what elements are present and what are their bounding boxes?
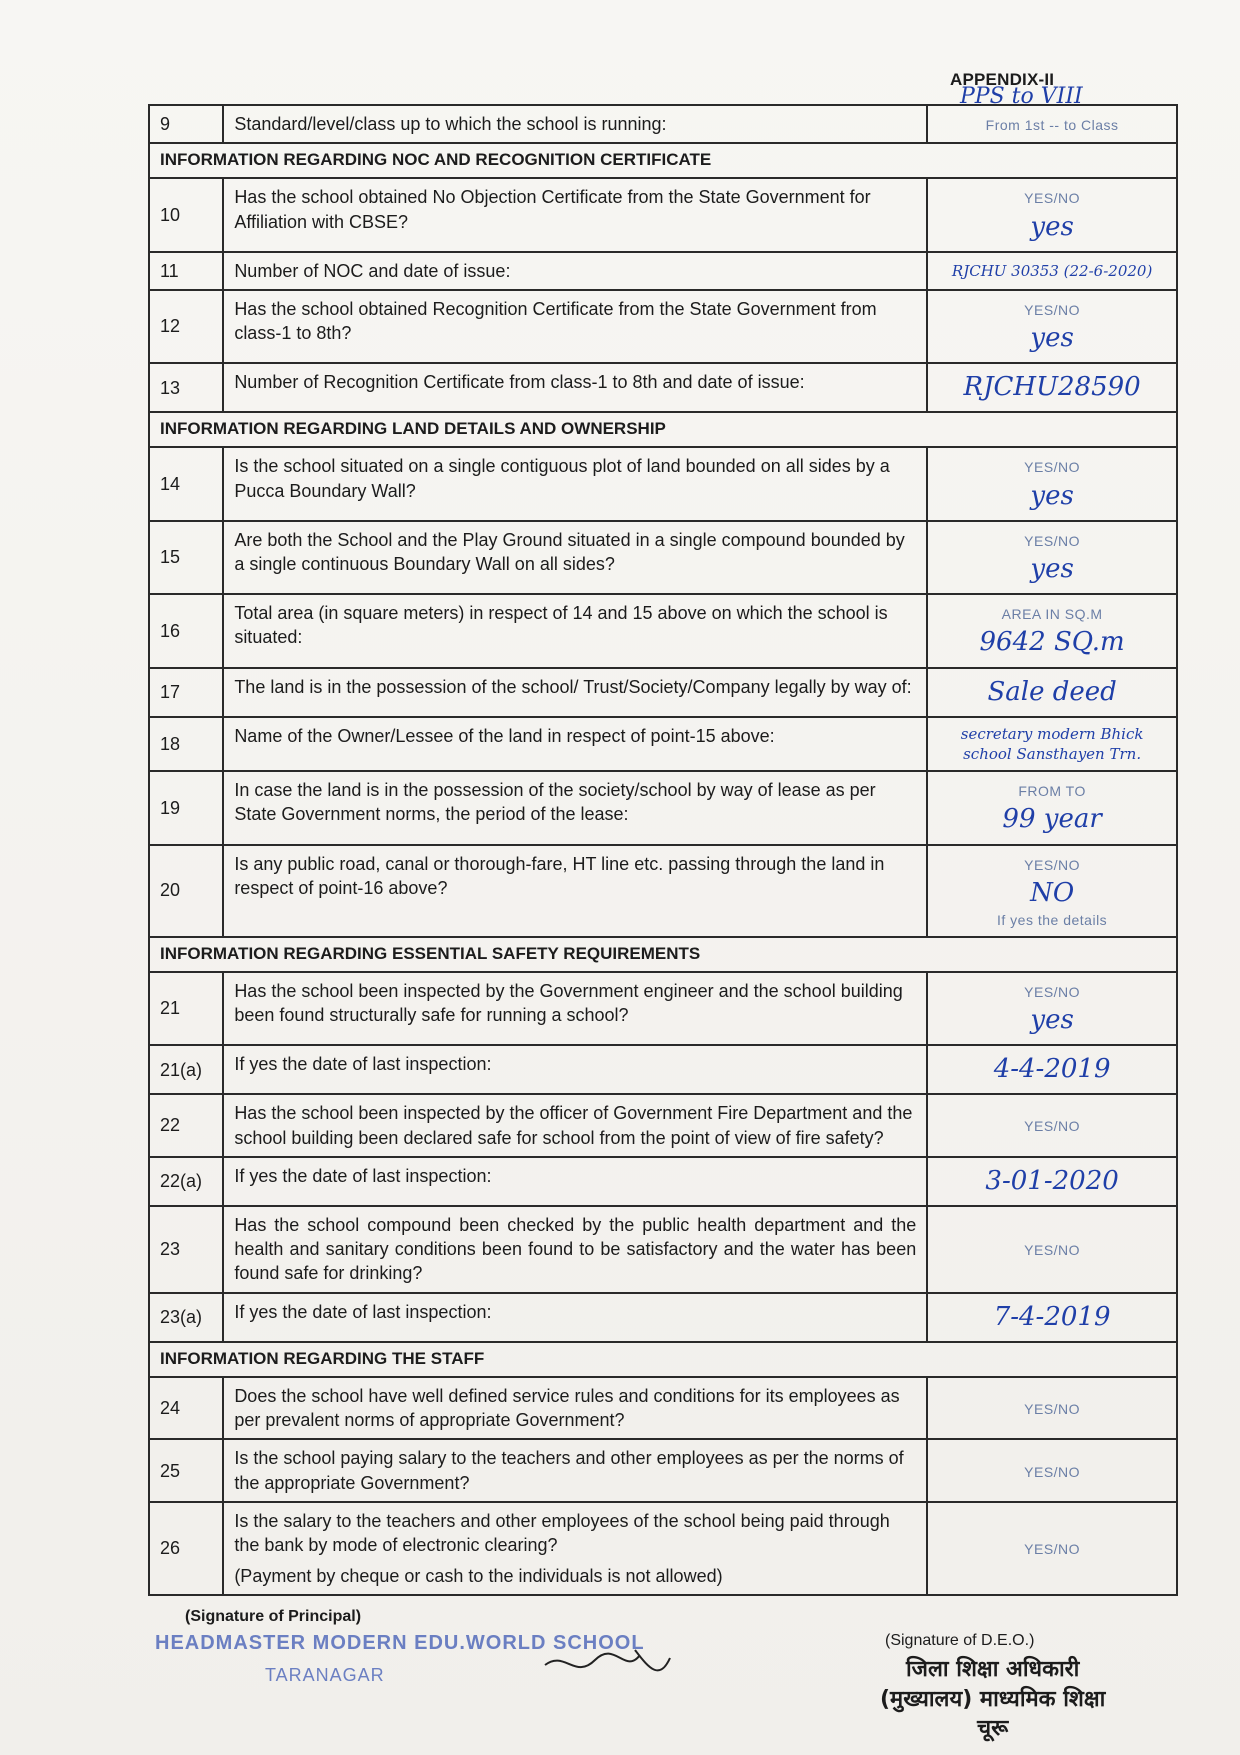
- answer-cell: [927, 447, 1177, 520]
- handwritten-answer: 4-4-2019: [993, 1054, 1111, 1085]
- answer-prefill: FROM TO: [1018, 783, 1086, 800]
- handwritten-answer: Sale deed: [987, 676, 1117, 707]
- answer-cell: [927, 290, 1177, 363]
- answer-cell: [927, 717, 1177, 772]
- question-row: [149, 1377, 1177, 1440]
- answer-cell: [927, 668, 1177, 717]
- principal-signature-label: (Signature of Principal): [185, 1608, 362, 1625]
- section-title: INFORMATION REGARDING THE STAFF: [149, 1342, 1177, 1377]
- question-row: [149, 771, 1177, 844]
- question-row: [149, 1502, 1177, 1595]
- question-number: 23(a): [149, 1293, 223, 1342]
- question-text: [223, 290, 927, 363]
- answer-prefill: YES/NO: [1024, 983, 1081, 1000]
- answer-prefill: YES/NO: [1024, 459, 1081, 476]
- question-label: Does the school have well defined service rules and conditions for its employees as per prevalent norms of appropriate Government?: [234, 1385, 900, 1431]
- question-number: 21(a): [149, 1045, 223, 1094]
- section-title: INFORMATION REGARDING LAND DETAILS AND OWNERSHIP: [149, 412, 1177, 447]
- question-number: 9: [149, 105, 223, 143]
- question-row: [149, 447, 1177, 520]
- question-label: Are both the School and the Play Ground situated in a single compound bounded by a single continuous Boundary Wall on all sides?: [234, 529, 905, 575]
- question-text: [223, 1377, 927, 1440]
- deo-hindi-stamp: [880, 1655, 1105, 1744]
- answer-prefill: YES/NO: [1024, 301, 1081, 318]
- question-row: [149, 363, 1177, 412]
- answer-cell: [927, 1157, 1177, 1206]
- question-number: 22: [149, 1094, 223, 1157]
- question-label: Has the school compound been checked by the public health department and the health and sanitary conditions been found to be satisfactory and the water has been found safe for drinking?: [234, 1214, 917, 1284]
- question-text: [223, 1502, 927, 1595]
- question-label: Has the school been inspected by the Government engineer and the school building been found structurally safe for running a school?: [234, 980, 903, 1026]
- question-label: Has the school been inspected by the officer of Government Fire Department and the school building been declared safe for school from the point of view of fire safety?: [234, 1103, 913, 1148]
- question-number: 18: [149, 717, 223, 772]
- handwritten-answer: yes: [1030, 211, 1074, 242]
- question-text: [223, 252, 927, 290]
- question-text: [223, 668, 927, 717]
- deo-hindi-line3: चूरू: [977, 1716, 1009, 1742]
- answer-prefill: YES/NO: [1024, 1400, 1081, 1417]
- answer-cell: [927, 1045, 1177, 1094]
- answer-cell: [927, 1293, 1177, 1342]
- deo-signature-label: (Signature of D.E.O.): [885, 1632, 1035, 1649]
- question-label: If yes the date of last inspection:: [234, 1165, 492, 1186]
- section-header-row: [149, 937, 1177, 972]
- question-text: [223, 1094, 927, 1157]
- answer-cell: [927, 771, 1177, 844]
- question-text: [223, 1439, 927, 1502]
- question-label: If yes the date of last inspection:: [234, 1301, 492, 1322]
- answer-prefill: From 1st -- to Class: [985, 117, 1119, 133]
- answer-cell: [927, 594, 1177, 667]
- answer-cell: [927, 252, 1177, 290]
- question-label: Is any public road, canal or thorough-fare, HT line etc. passing through the land in respect of point-16 above?: [234, 853, 885, 898]
- question-row: [149, 1094, 1177, 1157]
- answer-prefill: YES/NO: [1024, 190, 1081, 207]
- deo-hindi-line1: जिला शिक्षा अधिकारी: [905, 1657, 1080, 1682]
- question-text: [223, 1206, 927, 1293]
- question-row: [149, 717, 1177, 772]
- question-label: Is the salary to the teachers and other employees of the school being paid through the bank by mode of electronic clearing?: [234, 1511, 890, 1556]
- question-label: Is the school paying salary to the teachers and other employees as per the norms of the appropriate Government?: [234, 1448, 904, 1493]
- question-label: Number of Recognition Certificate from class-1 to 8th and date of issue:: [234, 372, 805, 393]
- question-text: [223, 1045, 927, 1094]
- question-label: Has the school obtained No Objection Certificate from the State Government for Affiliation with CBSE?: [234, 187, 871, 232]
- question-number: 21: [149, 972, 223, 1045]
- handwritten-answer: 9642 SQ.m: [979, 627, 1125, 658]
- question-label: Total area (in square meters) in respect of 14 and 15 above on which the school is situated:: [234, 603, 888, 648]
- question-row: [149, 1293, 1177, 1342]
- question-number: 14: [149, 447, 223, 520]
- answer-note: If yes the details: [997, 911, 1108, 928]
- question-row: [149, 845, 1177, 937]
- answer-prefill: YES/NO: [1024, 1118, 1081, 1135]
- question-label: The land is in the possession of the school/ Trust/Society/Company legally by way of:: [234, 676, 912, 697]
- question-row: [149, 1206, 1177, 1293]
- question-row: [149, 972, 1177, 1045]
- question-text: [223, 717, 927, 772]
- question-number: 24: [149, 1377, 223, 1440]
- handwritten-answer: RJCHU28590: [963, 372, 1141, 403]
- question-label: If yes the date of last inspection:: [234, 1054, 492, 1075]
- question-row: [149, 521, 1177, 594]
- question-number: 20: [149, 845, 223, 937]
- question-row: [149, 1157, 1177, 1206]
- handwritten-answer: yes: [1030, 323, 1074, 354]
- question-row: [149, 252, 1177, 290]
- form-table: [148, 104, 1178, 1596]
- section-title: INFORMATION REGARDING NOC AND RECOGNITION CERTIFICATE: [149, 143, 1177, 178]
- handwritten-answer: yes: [1030, 1005, 1074, 1036]
- question-row: [149, 594, 1177, 667]
- handwritten-answer: 7-4-2019: [993, 1301, 1111, 1332]
- question-number: 22(a): [149, 1157, 223, 1206]
- handwritten-answer: 99 year: [1002, 804, 1102, 835]
- answer-cell: [927, 1439, 1177, 1502]
- deo-hindi-line2: (मुख्यालय) माध्यमिक शिक्षा: [880, 1686, 1106, 1712]
- answer-cell: [927, 1206, 1177, 1293]
- question-number: 15: [149, 521, 223, 594]
- question-label: Number of NOC and date of issue:: [234, 260, 511, 281]
- question-number: 19: [149, 771, 223, 844]
- question-row: [149, 178, 1177, 251]
- handwritten-answer: NO: [1030, 877, 1075, 908]
- school-stamp: HEADMASTER MODERN EDU.WORLD SCHOOL: [155, 1632, 645, 1654]
- question-number: 11: [149, 252, 223, 290]
- answer-cell: [927, 845, 1177, 937]
- question-text: [223, 845, 927, 937]
- answer-prefill: YES/NO: [1024, 856, 1081, 873]
- handwritten-answer: yes: [1030, 480, 1074, 511]
- class-handwritten: PPS to VIII: [960, 84, 1083, 109]
- question-label: Standard/level/class up to which the school is running:: [234, 114, 667, 134]
- question-number: 12: [149, 290, 223, 363]
- question-text: [223, 105, 927, 143]
- handwritten-answer: RJCHU 30353 (22-6-2020): [951, 261, 1153, 280]
- question-text: [223, 521, 927, 594]
- answer-cell: [927, 1377, 1177, 1440]
- question-row: [149, 105, 1177, 143]
- question-label: Has the school obtained Recognition Certificate from the State Government from class-1 to 8th?: [234, 298, 877, 344]
- question-number: 17: [149, 668, 223, 717]
- question-number: 13: [149, 363, 223, 412]
- handwritten-answer: yes: [1030, 554, 1074, 585]
- question-note: (Payment by cheque or cash to the individuals is not allowed): [234, 1565, 723, 1586]
- answer-prefill: YES/NO: [1024, 1463, 1081, 1480]
- question-text: [223, 447, 927, 520]
- question-number: 25: [149, 1439, 223, 1502]
- question-text: [223, 178, 927, 251]
- question-number: 10: [149, 178, 223, 251]
- question-row: [149, 290, 1177, 363]
- answer-cell: [927, 521, 1177, 594]
- answer-prefill: YES/NO: [1024, 532, 1081, 549]
- question-number: 26: [149, 1502, 223, 1595]
- question-text: [223, 363, 927, 412]
- answer-cell: [927, 105, 1177, 143]
- section-header-row: [149, 143, 1177, 178]
- question-label: Name of the Owner/Lessee of the land in respect of point-15 above:: [234, 725, 775, 746]
- appendix-label: APPENDIX-II: [950, 70, 1055, 89]
- handwritten-answer: secretary modern Bhick school Sansthayen Trn.: [960, 724, 1144, 763]
- answer-cell: [927, 363, 1177, 412]
- question-text: [223, 1293, 927, 1342]
- answer-prefill: AREA IN SQ.M: [1001, 606, 1103, 623]
- answer-prefill: YES/NO: [1024, 1541, 1081, 1558]
- answer-cell: [927, 972, 1177, 1045]
- school-stamp-town: TARANAGAR: [265, 1665, 385, 1685]
- question-label: Is the school situated on a single contiguous plot of land bounded on all sides by a Pucca Boundary Wall?: [234, 456, 890, 501]
- question-number: 23: [149, 1206, 223, 1293]
- question-text: [223, 972, 927, 1045]
- answer-prefill: YES/NO: [1024, 1242, 1081, 1259]
- question-row: [149, 1045, 1177, 1094]
- question-text: [223, 1157, 927, 1206]
- question-text: [223, 771, 927, 844]
- question-label: In case the land is in the possession of the society/school by way of lease as per State Government norms, the period of the lease:: [234, 780, 876, 825]
- handwritten-answer: 3-01-2020: [985, 1165, 1119, 1196]
- question-number: 16: [149, 594, 223, 667]
- question-text: [223, 594, 927, 667]
- section-header-row: [149, 412, 1177, 447]
- answer-cell: [927, 1502, 1177, 1595]
- handwritten-signature-icon: [540, 1640, 680, 1690]
- answer-cell: [927, 178, 1177, 251]
- answer-cell: [927, 1094, 1177, 1157]
- question-row: [149, 668, 1177, 717]
- section-header-row: [149, 1342, 1177, 1377]
- section-title: INFORMATION REGARDING ESSENTIAL SAFETY REQUIREMENTS: [149, 937, 1177, 972]
- question-row: [149, 1439, 1177, 1502]
